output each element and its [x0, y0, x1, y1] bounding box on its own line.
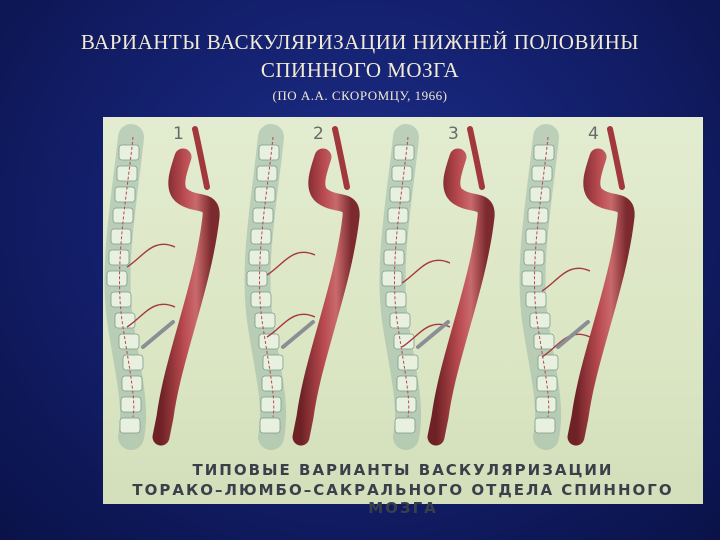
- poster-caption-line2: ТОРАКО–ЛЮМБО–САКРАЛЬНОГО ОТДЕЛА СПИННОГО МОЗГА: [132, 481, 674, 517]
- vertebra: [394, 145, 414, 160]
- vertebra: [115, 313, 135, 328]
- slide-subtitle: (ПО А.А. СКОРОМЦУ, 1966): [272, 88, 448, 103]
- vertebra: [122, 376, 142, 391]
- vertebra: [115, 187, 135, 202]
- aortic-branch: [335, 129, 347, 187]
- aorta: [161, 157, 211, 437]
- vertebra: [390, 187, 410, 202]
- vertebra: [522, 271, 542, 286]
- iliac-vessel: [283, 322, 313, 347]
- vertebra: [384, 250, 404, 265]
- vertebra: [255, 187, 275, 202]
- vertebra: [538, 355, 558, 370]
- vertebra: [394, 334, 414, 349]
- vertebra: [117, 166, 137, 181]
- vertebra: [392, 166, 412, 181]
- vertebra: [107, 271, 127, 286]
- iliac-vessel: [418, 322, 448, 347]
- vertebra: [395, 418, 415, 433]
- vertebra: [251, 292, 271, 307]
- poster-caption-line1: ТИПОВЫЕ ВАРИАНТЫ ВАСКУЛЯРИЗАЦИИ: [192, 461, 614, 479]
- vertebra: [259, 145, 279, 160]
- vascularization-illustration: [103, 117, 703, 504]
- vertebra: [121, 397, 141, 412]
- vertebra: [260, 418, 280, 433]
- vertebra: [388, 208, 408, 223]
- aortic-branch: [195, 129, 207, 187]
- vertebra: [530, 187, 550, 202]
- radicular-artery: [402, 260, 450, 283]
- vertebra: [526, 292, 546, 307]
- panel-number: 4: [588, 124, 599, 144]
- panel-2: [247, 124, 351, 437]
- vertebra: [396, 397, 416, 412]
- anatomy-poster-photo: [103, 117, 703, 517]
- vertebra: [534, 145, 554, 160]
- vertebra: [249, 250, 269, 265]
- vertebra: [111, 292, 131, 307]
- aortic-branch: [470, 129, 482, 187]
- vertebra: [257, 166, 277, 181]
- vertebra: [109, 250, 129, 265]
- radicular-artery: [542, 268, 590, 291]
- vertebra: [263, 355, 283, 370]
- aortic-branch: [610, 129, 622, 187]
- iliac-vessel: [143, 322, 173, 347]
- vertebra: [262, 376, 282, 391]
- vertebra: [398, 355, 418, 370]
- panel-1: [107, 124, 211, 437]
- vertebra: [530, 313, 550, 328]
- radicular-artery: [127, 244, 175, 267]
- vertebra: [253, 208, 273, 223]
- vertebra: [534, 334, 554, 349]
- panel-number: 1: [173, 124, 184, 144]
- panel-number: 3: [448, 124, 459, 144]
- vertebra: [255, 313, 275, 328]
- vertebra: [386, 292, 406, 307]
- vertebra: [537, 376, 557, 391]
- slide-title-line1: ВАРИАНТЫ ВАСКУЛЯРИЗАЦИИ НИЖНЕЙ ПОЛОВИНЫ: [80, 30, 640, 54]
- aorta: [301, 157, 351, 437]
- vertebra: [247, 271, 267, 286]
- vertebra: [261, 397, 281, 412]
- vertebra: [528, 208, 548, 223]
- slide-title-line2: СПИННОГО МОЗГА: [260, 58, 460, 82]
- vertebra: [120, 418, 140, 433]
- panel-4: [522, 124, 626, 437]
- vertebra: [535, 418, 555, 433]
- panel-number: 2: [313, 124, 324, 144]
- aorta: [436, 157, 486, 437]
- vertebra: [532, 166, 552, 181]
- panel-3: [382, 124, 486, 437]
- vertebra: [397, 376, 417, 391]
- vertebra: [382, 271, 402, 286]
- vertebra: [123, 355, 143, 370]
- vertebra: [390, 313, 410, 328]
- vertebra: [119, 145, 139, 160]
- vertebra: [113, 208, 133, 223]
- aorta: [576, 157, 626, 437]
- radicular-artery: [267, 252, 315, 275]
- vertebra: [536, 397, 556, 412]
- vertebra: [524, 250, 544, 265]
- vertebra: [119, 334, 139, 349]
